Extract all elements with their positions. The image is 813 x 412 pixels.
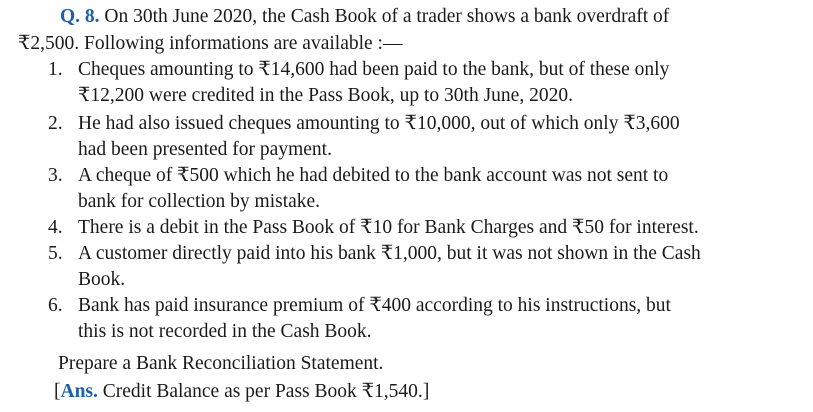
item-number-5: 5.: [48, 243, 63, 264]
item-2-line-2: [78, 138, 332, 162]
answer-label: Ans.: [60, 381, 98, 402]
list-item-6: [48, 294, 63, 318]
question-number: Q. 8.: [60, 6, 100, 27]
item-3-line-2: [78, 190, 320, 214]
item-1-text-1: Cheques amounting to ₹14,600 had been paid to the bank, but of these only: [78, 59, 670, 80]
item-number-2: 2.: [48, 113, 63, 134]
list-item-2: [48, 112, 63, 136]
item-3-line-1: [78, 164, 668, 188]
item-5-text-1: A customer directly paid into his bank ₹1,000, but it was not shown in the Cash: [78, 243, 701, 264]
list-item-3: [48, 164, 63, 188]
question-intro-line-2: [18, 32, 402, 56]
item-6-text-2: this is not recorded in the Cash Book.: [78, 321, 372, 342]
instruction-line: [58, 352, 383, 376]
list-item-5: [48, 242, 63, 266]
item-2-text-2: had been presented for payment.: [78, 139, 332, 160]
item-6-line-2: [78, 320, 372, 344]
list-item-4: [48, 216, 63, 240]
item-5-text-2: Book.: [78, 269, 126, 290]
item-4-line-1: [78, 216, 699, 240]
answer-line: [54, 380, 429, 404]
question-intro-line-1: [60, 5, 669, 29]
item-number-3: 3.: [48, 165, 63, 186]
answer-close-bracket: ]: [422, 381, 430, 402]
question-intro-text-1: On 30th June 2020, the Cash Book of a trader shows a bank overdraft of: [104, 6, 670, 27]
item-1-text-2: ₹12,200 were credited in the Pass Book, up to 30th June, 2020.: [78, 85, 573, 106]
answer-text: Credit Balance as per Pass Book ₹1,540.: [97, 381, 423, 402]
item-3-text-1: A cheque of ₹500 which he had debited to the bank account was not sent to: [78, 165, 669, 186]
answer-open-bracket: [: [54, 381, 61, 402]
item-6-line-1: [78, 294, 671, 318]
item-3-text-2: bank for collection by mistake.: [78, 191, 321, 212]
item-5-line-2: [78, 268, 125, 292]
instruction-text: Prepare a Bank Reconciliation Statement.: [58, 353, 384, 374]
item-4-text-1: There is a debit in the Pass Book of ₹10 for Bank Charges and ₹50 for interest.: [78, 217, 699, 238]
item-number-4: 4.: [48, 217, 63, 238]
item-1-line-2: [78, 84, 573, 108]
item-number-6: 6.: [48, 295, 63, 316]
list-item-1: [48, 58, 63, 82]
item-6-text-1: Bank has paid insurance premium of ₹400 according to his instructions, but: [78, 295, 671, 316]
item-5-line-1: [78, 242, 701, 266]
item-2-text-1: He had also issued cheques amounting to ₹10,000, out of which only ₹3,600: [78, 113, 680, 134]
question-intro-text-2: ₹2,500. Following informations are available :—: [18, 33, 403, 54]
item-2-line-1: [78, 112, 680, 136]
item-number-1: 1.: [48, 59, 63, 80]
item-1-line-1: [78, 58, 669, 82]
